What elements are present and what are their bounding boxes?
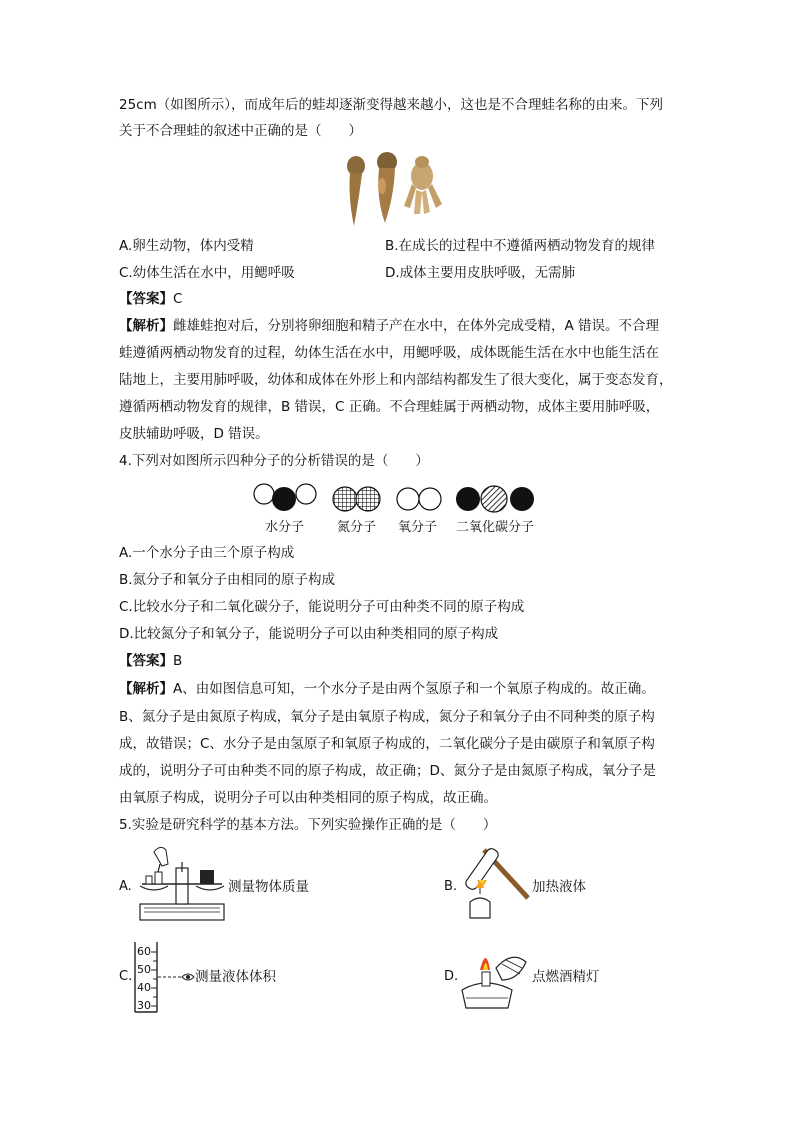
q3-answer-key: 【答案】 [119, 291, 173, 307]
water-h-atom-2 [296, 484, 316, 504]
q5-stem: 5.实验是研究科学的基本方法。下列实验操作正确的是（ ） [119, 817, 497, 833]
water-h-atom-1 [254, 484, 274, 504]
q3-option-c: C.幼体生活在水中，用鳃呼吸 [119, 265, 295, 281]
q3-analysis-line-2: 蛙遵循两栖动物发育的过程，幼体生活在水中，用鳃呼吸，成体既能生活在水中也能生活在 [119, 345, 659, 361]
q5-option-a-caption: 测量物体质量 [228, 879, 309, 895]
cylinder-tick-50: 50 [137, 963, 151, 976]
alcohol-lamp-icon [456, 940, 532, 1014]
q4-analysis-line-2: B、氮分子是由氮原子构成，氧分子是由氧原子构成，氮分子和氧分子由不同种类的原子构 [119, 709, 655, 725]
q5-option-c-caption: 测量液体体积 [195, 969, 276, 985]
q4-analysis-line-3: 成，故错误；C、水分子是由氢原子和氧原子构成的，二氧化碳分子是由碳原子和氧原子构 [119, 736, 655, 752]
oxygen-atom-2 [419, 488, 441, 510]
q3-intro-line-2: 关于不合理蛙的叙述中正确的是（ ） [119, 123, 362, 139]
q3-analysis-line-1 [119, 316, 659, 336]
cylinder-tick-30: 30 [137, 999, 151, 1012]
cylinder-tick-60: 60 [137, 945, 151, 958]
q3-answer-value: C [173, 291, 183, 307]
q3-analysis-key: 【解析】 [119, 318, 173, 334]
q3-analysis-text-1: 雌雄蛙抱对后，分别将卵细胞和精子产在水中，在体外完成受精，A 错误。不合理 [173, 318, 660, 334]
q3-option-b: B.在成长的过程中不遵循两栖动物发育的规律 [385, 238, 656, 254]
q3-analysis-line-5: 皮肤辅助呼吸，D 错误。 [119, 426, 269, 442]
nitrogen-atom-1 [333, 487, 357, 511]
q5-option-b-letter: B. [444, 879, 458, 894]
nitrogen-atom-2 [356, 487, 380, 511]
co2-molecule-label: 二氧化碳分子 [456, 520, 535, 535]
q4-option-c: C.比较水分子和二氧化碳分子，能说明分子可由种类不同的原子构成 [119, 599, 525, 615]
q3-analysis-line-3: 陆地上，主要用肺呼吸，幼体和成体在外形上和内部结构都发生了很大变化，属于变态发育， [119, 372, 673, 388]
water-o-atom [272, 487, 296, 511]
co2-o-atom-1 [456, 487, 480, 511]
q4-option-a: A.一个水分子由三个原子构成 [119, 545, 295, 561]
q5-option-c-letter: C. [119, 969, 133, 984]
heating-liquid-icon [456, 842, 536, 926]
q3-option-d: D.成体主要用皮肤呼吸，无需肺 [385, 265, 576, 281]
balance-scale-icon [132, 842, 232, 926]
q4-option-d: D.比较氮分子和氧分子，能说明分子可以由种类相同的原子构成 [119, 626, 499, 642]
q3-option-a: A.卵生动物，体内受精 [119, 238, 254, 254]
q4-answer-value: B [173, 653, 183, 669]
q3-intro-line-1: 25cm（如图所示），而成年后的蛙却逐渐变得越来越小，这也是不合理蛙名称的由来。下列 [119, 97, 664, 113]
q5-option-b-caption: 加热液体 [532, 879, 586, 895]
oxygen-molecule-label: 氧分子 [398, 520, 438, 535]
q4-analysis-line-1 [119, 679, 655, 699]
nitrogen-molecule-label: 氮分子 [337, 520, 377, 535]
tadpole-frog-photo [340, 148, 450, 230]
co2-o-atom-2 [510, 487, 534, 511]
q4-answer-key: 【答案】 [119, 653, 173, 669]
q4-option-b: B.氮分子和氧分子由相同的原子构成 [119, 572, 336, 588]
q4-analysis-text-1: A、由如图信息可知，一个水分子是由两个氢原子和一个氧原子构成的。故正确。 [173, 681, 655, 697]
q5-option-d-letter: D. [444, 969, 459, 984]
oxygen-atom-1 [397, 488, 419, 510]
q4-analysis-key: 【解析】 [119, 681, 173, 697]
q4-answer [119, 651, 182, 671]
q3-answer [119, 289, 182, 309]
eye-sight-line-icon [158, 970, 194, 984]
q3-analysis-line-4: 遵循两栖动物发育的规律，B 错误，C 正确。不合理蛙属于两栖动物，成体主要用肺呼吸， [119, 399, 660, 415]
q4-analysis-line-5: 由氧原子构成，说明分子可以由种类相同的原子构成，故正确。 [119, 790, 497, 806]
water-molecule-label: 水分子 [265, 520, 305, 535]
co2-c-atom [481, 486, 507, 512]
q4-stem: 4.下列对如图所示四种分子的分析错误的是（ ） [119, 453, 429, 469]
molecule-diagram [250, 482, 540, 514]
q5-option-d-caption: 点燃酒精灯 [532, 969, 600, 985]
q5-option-a-letter: A. [119, 879, 132, 894]
q4-analysis-line-4: 成的，说明分子可由种类不同的原子构成，故正确；D、氮分子是由氮原子构成，氧分子是 [119, 763, 656, 779]
cylinder-tick-40: 40 [137, 981, 151, 994]
